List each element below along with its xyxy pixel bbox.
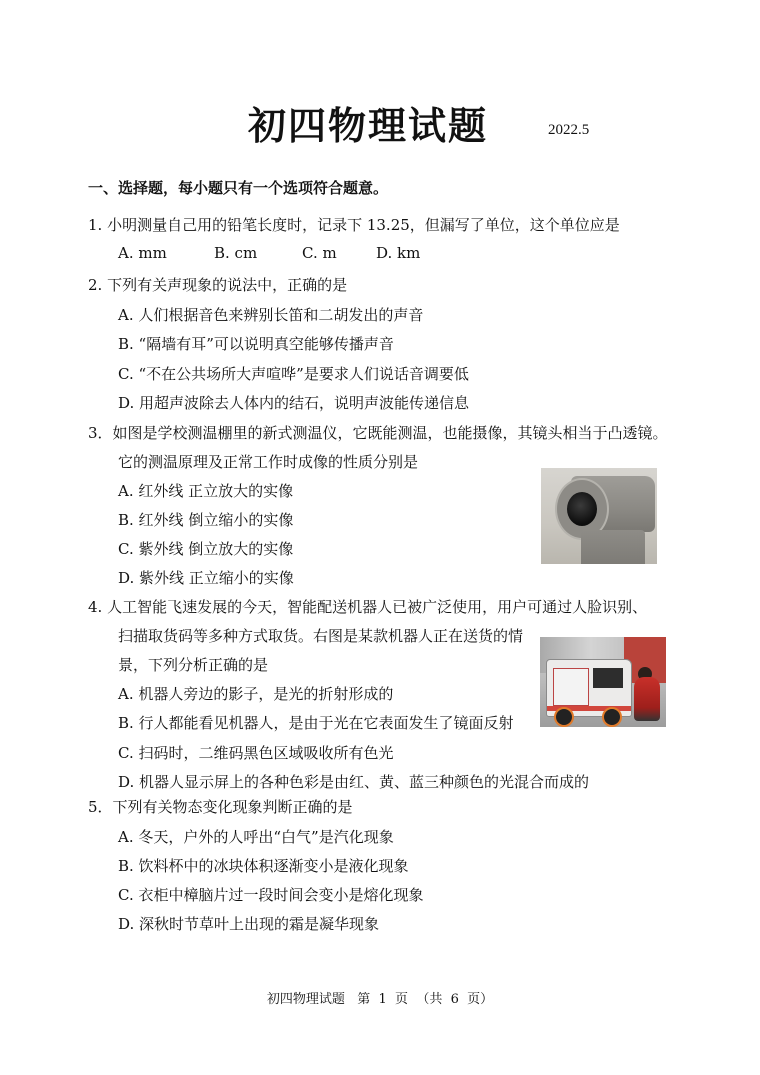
q4-stem-line3: 景，下列分析正确的是 [118,656,269,674]
q1-option-a: A. mm [118,244,167,262]
q1-option-d: D. km [376,244,421,262]
camera-lens [567,492,597,526]
q2-option-a: A. 人们根据音色来辨别长笛和二胡发出的声音 [118,306,424,324]
q1-options [118,244,420,262]
page-title: 初四物理试题 [248,103,489,148]
q1-option-b: B. cm [214,244,258,262]
robot-door-panel [553,668,589,706]
robot-wheel [554,707,574,727]
q3-stem-line1: 3．如图是学校测温棚里的新式测温仪，它既能测温，也能摄像，其镜头相当于凸透镜。 [88,424,668,442]
q5-option-d: D. 深秋时节草叶上出现的霜是凝华现象 [118,915,380,933]
q4-option-c: C. 扫码时，二维码黑色区域吸收所有色光 [118,744,394,762]
q2-stem: 2. 下列有关声现象的说法中，正确的是 [88,276,348,294]
q4-option-a: A. 机器人旁边的影子，是光的折射形成的 [118,685,394,703]
q4-option-d: D. 机器人显示屏上的各种色彩是由红、黄、蓝三种颜色的光混合而成的 [118,773,590,791]
camera-mount [581,530,645,564]
q4-stem-line1: 4. 人工智能飞速发展的今天，智能配送机器人已被广泛使用，用户可通过人脸识别、 [88,598,648,616]
exam-date: 2022.5 [548,122,590,138]
q2-option-c: C. “不在公共场所大声喧哗”是要求人们说话音调要低 [118,365,469,383]
q5-option-c: C. 衣柜中樟脑片过一段时间会变小是熔化现象 [118,886,424,904]
q4-stem-line2: 扫描取货码等多种方式取货。右图是某款机器人正在送货的情 [118,627,524,645]
q3-option-d: D. 紫外线 正立缩小的实像 [118,569,294,587]
q3-option-a: A. 红外线 正立放大的实像 [118,482,294,500]
q1-stem: 1. 小明测量自己用的铅笔长度时，记录下 13.25，但漏写了单位，这个单位应是 [88,216,620,234]
q2-option-b: B. “隔墙有耳”可以说明真空能够传播声音 [118,335,394,353]
delivery-robot-image [540,637,666,727]
q5-stem: 5．下列有关物态变化现象判断正确的是 [88,798,353,816]
robot-screen [593,668,623,688]
q5-option-b: B. 饮料杯中的冰块体积逐渐变小是液化现象 [118,857,409,875]
thermal-camera-image [541,468,657,564]
q3-option-b: B. 红外线 倒立缩小的实像 [118,511,294,529]
q4-option-b: B. 行人都能看见机器人，是由于光在它表面发生了镜面反射 [118,714,514,732]
section-heading: 一、选择题，每小题只有一个选项符合题意。 [88,179,389,197]
robot-wheel [602,707,622,727]
q5-option-a: A. 冬天，户外的人呼出“白气”是汽化现象 [118,828,394,846]
q3-option-c: C. 紫外线 倒立放大的实像 [118,540,294,558]
q1-option-c: C. m [302,244,337,262]
person-figure [634,677,660,721]
page-footer: 初四物理试题 第 1 页 （共 6 页） [266,992,494,1007]
q2-option-d: D. 用超声波除去人体内的结石，说明声波能传递信息 [118,394,470,412]
q3-stem-line2: 它的测温原理及正常工作时成像的性质分别是 [118,453,419,471]
